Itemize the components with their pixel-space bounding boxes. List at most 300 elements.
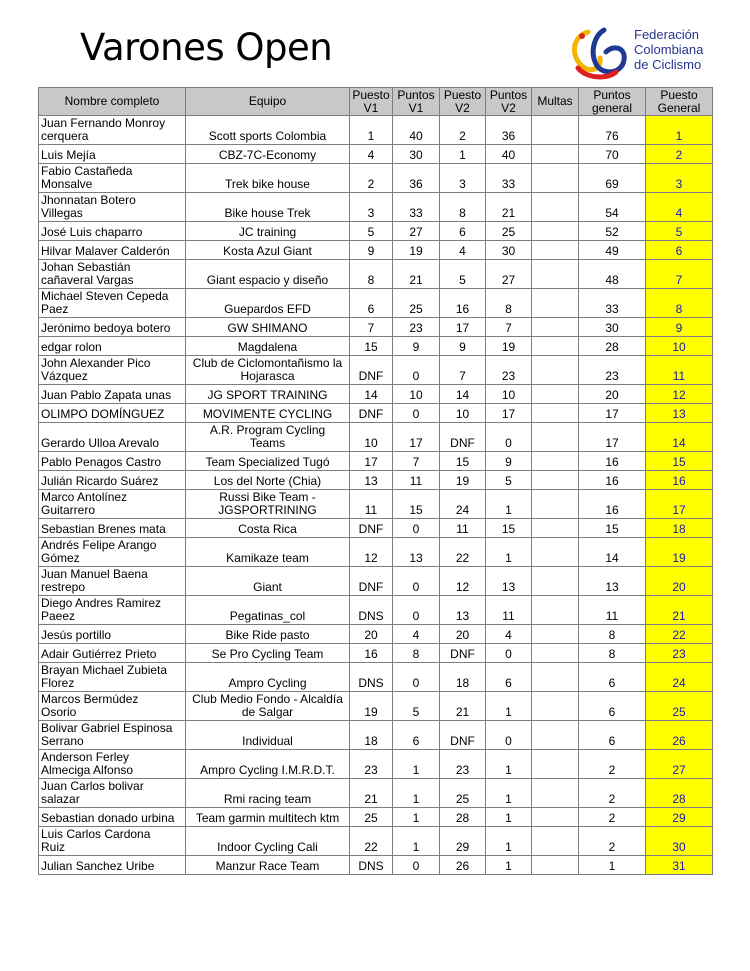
cell-puesto-v1: 8 [350, 260, 393, 289]
cell-multas [532, 856, 579, 875]
cell-equipo: Manzur Race Team [186, 856, 350, 875]
table-row [39, 625, 713, 644]
cell-multas [532, 337, 579, 356]
cell-puesto-general: 17 [646, 490, 713, 519]
cell-nombre: OLIMPO DOMÍNGUEZ [39, 404, 186, 423]
cell-puntos-general: 17 [579, 423, 646, 452]
cell-puesto-general: 14 [646, 423, 713, 452]
cell-puntos-general: 8 [579, 644, 646, 663]
table-row [39, 145, 713, 164]
cell-puesto-v2: 18 [440, 663, 486, 692]
cell-puntos-v2: 8 [486, 289, 532, 318]
cell-puntos-v1: 0 [393, 519, 440, 538]
cell-puntos-v1: 40 [393, 116, 440, 145]
table-row [39, 404, 713, 423]
table-row [39, 452, 713, 471]
table-row [39, 779, 713, 808]
cell-equipo: Scott sports Colombia [186, 116, 350, 145]
cell-puntos-general: 33 [579, 289, 646, 318]
cell-puesto-v1: 18 [350, 721, 393, 750]
table-row [39, 750, 713, 779]
cell-puntos-general: 1 [579, 856, 646, 875]
federation-logo [566, 22, 726, 82]
cell-puesto-v2: 24 [440, 490, 486, 519]
results-body [39, 116, 713, 875]
page-title: Varones Open [80, 26, 333, 69]
cell-puntos-general: 14 [579, 538, 646, 567]
cell-puntos-v1: 27 [393, 222, 440, 241]
cell-puntos-general: 17 [579, 404, 646, 423]
cell-puntos-v2: 6 [486, 663, 532, 692]
cell-multas [532, 827, 579, 856]
cell-puesto-general: 9 [646, 318, 713, 337]
header-row [39, 88, 713, 116]
cell-puesto-general: 23 [646, 644, 713, 663]
cell-puesto-v2: 6 [440, 222, 486, 241]
cell-puntos-v1: 4 [393, 625, 440, 644]
cell-puesto-general: 12 [646, 385, 713, 404]
cell-nombre: Jhonnatan Botero Villegas [39, 193, 186, 222]
cell-nombre: Jerónimo bedoya botero [39, 318, 186, 337]
cell-puesto-v1: DNS [350, 596, 393, 625]
cell-puesto-general: 21 [646, 596, 713, 625]
cell-nombre: Julian Sanchez Uribe [39, 856, 186, 875]
cell-multas [532, 625, 579, 644]
cell-puntos-general: 16 [579, 452, 646, 471]
results-table [38, 87, 713, 875]
cell-equipo: Team garmin multitech ktm [186, 808, 350, 827]
header-puesto-general: Puesto General [646, 88, 713, 116]
cell-equipo: Los del Norte (Chia) [186, 471, 350, 490]
cell-puesto-v2: DNF [440, 721, 486, 750]
table-row [39, 596, 713, 625]
cell-multas [532, 471, 579, 490]
cell-puntos-general: 48 [579, 260, 646, 289]
cell-puntos-general: 28 [579, 337, 646, 356]
cell-nombre: Marco Antolínez Guitarrero [39, 490, 186, 519]
header-puntos-v1: Puntos V1 [393, 88, 440, 116]
cell-equipo: Russi Bike Team - JGSPORTRINING [186, 490, 350, 519]
cell-equipo: Bike house Trek [186, 193, 350, 222]
cell-puesto-v1: 11 [350, 490, 393, 519]
header-puntos-general: Puntos general [579, 88, 646, 116]
cell-nombre: John Alexander Pico Vázquez [39, 356, 186, 385]
logo-line-3: de Ciclismo [634, 57, 702, 72]
cell-multas [532, 385, 579, 404]
cell-puesto-v2: 13 [440, 596, 486, 625]
cell-puntos-v1: 0 [393, 856, 440, 875]
cell-puesto-v1: 19 [350, 692, 393, 721]
cell-puesto-v2: 29 [440, 827, 486, 856]
cell-puntos-general: 8 [579, 625, 646, 644]
cell-puesto-v1: 23 [350, 750, 393, 779]
cell-puesto-v2: 3 [440, 164, 486, 193]
cell-puntos-v1: 0 [393, 356, 440, 385]
cell-puesto-v1: 16 [350, 644, 393, 663]
cell-puntos-v2: 7 [486, 318, 532, 337]
cell-puesto-general: 1 [646, 116, 713, 145]
cell-puntos-general: 23 [579, 356, 646, 385]
cell-puntos-v1: 11 [393, 471, 440, 490]
cell-puntos-v1: 1 [393, 750, 440, 779]
cell-multas [532, 808, 579, 827]
cell-equipo: Costa Rica [186, 519, 350, 538]
cell-equipo: Trek bike house [186, 164, 350, 193]
cell-puesto-v2: 8 [440, 193, 486, 222]
cell-puntos-v1: 25 [393, 289, 440, 318]
cell-nombre: José Luis chaparro [39, 222, 186, 241]
cell-puesto-v1: 4 [350, 145, 393, 164]
cell-puntos-v2: 15 [486, 519, 532, 538]
cell-equipo: Team Specialized Tugó [186, 452, 350, 471]
cell-equipo: Club Medio Fondo - Alcaldía de Salgar [186, 692, 350, 721]
cell-multas [532, 779, 579, 808]
cell-puesto-v1: 15 [350, 337, 393, 356]
cell-puntos-v2: 25 [486, 222, 532, 241]
cell-nombre: Sebastian Brenes mata [39, 519, 186, 538]
table-row [39, 356, 713, 385]
cell-puesto-v1: 14 [350, 385, 393, 404]
cell-multas [532, 423, 579, 452]
cell-puntos-v1: 23 [393, 318, 440, 337]
cell-puntos-v2: 17 [486, 404, 532, 423]
cell-puesto-v1: DNS [350, 663, 393, 692]
cell-puntos-v1: 1 [393, 808, 440, 827]
cell-puesto-general: 25 [646, 692, 713, 721]
table-row [39, 471, 713, 490]
cell-puesto-v2: 23 [440, 750, 486, 779]
cell-puesto-v1: DNF [350, 404, 393, 423]
cell-equipo: Bike Ride pasto [186, 625, 350, 644]
table-row [39, 692, 713, 721]
cell-puntos-v2: 1 [486, 856, 532, 875]
cell-puesto-v2: 11 [440, 519, 486, 538]
cell-puesto-v2: 10 [440, 404, 486, 423]
cell-puntos-general: 2 [579, 779, 646, 808]
cell-puntos-v1: 19 [393, 241, 440, 260]
cell-puntos-v1: 30 [393, 145, 440, 164]
cell-nombre: Johan Sebastián cañaveral Vargas [39, 260, 186, 289]
cell-equipo: Rmi racing team [186, 779, 350, 808]
cell-puesto-v2: 22 [440, 538, 486, 567]
cell-multas [532, 193, 579, 222]
cell-puntos-v1: 15 [393, 490, 440, 519]
cell-puntos-v1: 36 [393, 164, 440, 193]
cell-puntos-v2: 19 [486, 337, 532, 356]
cell-puntos-v1: 0 [393, 596, 440, 625]
cell-puesto-v2: 25 [440, 779, 486, 808]
cell-puesto-general: 30 [646, 827, 713, 856]
cell-nombre: Luis Carlos Cardona Ruiz [39, 827, 186, 856]
cell-nombre: Anderson Ferley Almeciga Alfonso [39, 750, 186, 779]
cell-puntos-v1: 5 [393, 692, 440, 721]
cell-puesto-v1: DNS [350, 856, 393, 875]
federation-name [634, 27, 703, 72]
cell-equipo: Magdalena [186, 337, 350, 356]
header-puesto-v1: Puesto V1 [350, 88, 393, 116]
cell-equipo: Individual [186, 721, 350, 750]
table-row [39, 241, 713, 260]
cell-puntos-v2: 21 [486, 193, 532, 222]
table-row [39, 193, 713, 222]
cell-puesto-general: 19 [646, 538, 713, 567]
cell-equipo: Giant [186, 567, 350, 596]
table-row [39, 260, 713, 289]
cell-equipo: GW SHIMANO [186, 318, 350, 337]
cell-multas [532, 644, 579, 663]
cell-puesto-general: 24 [646, 663, 713, 692]
cell-equipo: Guepardos EFD [186, 289, 350, 318]
cell-puesto-v1: DNF [350, 567, 393, 596]
cell-puntos-v1: 7 [393, 452, 440, 471]
cell-nombre: Bolivar Gabriel Espinosa Serrano [39, 721, 186, 750]
cell-puesto-v2: 16 [440, 289, 486, 318]
cell-multas [532, 222, 579, 241]
cell-puntos-v1: 8 [393, 644, 440, 663]
cell-puesto-general: 27 [646, 750, 713, 779]
cell-puntos-v1: 21 [393, 260, 440, 289]
cell-puesto-general: 22 [646, 625, 713, 644]
cell-multas [532, 404, 579, 423]
cell-nombre: Luis Mejía [39, 145, 186, 164]
cell-equipo: Ampro Cycling [186, 663, 350, 692]
cell-multas [532, 750, 579, 779]
cell-nombre: Juan Carlos bolivar salazar [39, 779, 186, 808]
cell-multas [532, 260, 579, 289]
cell-puesto-v1: 12 [350, 538, 393, 567]
cell-puesto-v2: 12 [440, 567, 486, 596]
table-row [39, 289, 713, 318]
cell-multas [532, 567, 579, 596]
cell-puesto-v1: 13 [350, 471, 393, 490]
cell-puntos-general: 15 [579, 519, 646, 538]
cell-puesto-general: 10 [646, 337, 713, 356]
cell-equipo: MOVIMENTE CYCLING [186, 404, 350, 423]
cell-puesto-general: 15 [646, 452, 713, 471]
cell-puesto-v2: 15 [440, 452, 486, 471]
cell-puesto-general: 20 [646, 567, 713, 596]
cell-puesto-v2: 2 [440, 116, 486, 145]
cell-puntos-general: 20 [579, 385, 646, 404]
cell-puesto-general: 6 [646, 241, 713, 260]
cell-puntos-general: 70 [579, 145, 646, 164]
table-row [39, 538, 713, 567]
cell-puntos-v2: 0 [486, 644, 532, 663]
cell-puesto-general: 4 [646, 193, 713, 222]
cell-puesto-v1: 17 [350, 452, 393, 471]
cell-puesto-v1: 7 [350, 318, 393, 337]
table-row [39, 519, 713, 538]
logo-line-1: Federación [634, 27, 700, 42]
cell-puesto-general: 7 [646, 260, 713, 289]
cell-puesto-v1: 5 [350, 222, 393, 241]
cell-puesto-v2: DNF [440, 423, 486, 452]
cell-puntos-v2: 9 [486, 452, 532, 471]
cell-puntos-v1: 17 [393, 423, 440, 452]
cell-nombre: Hilvar Malaver Calderón [39, 241, 186, 260]
cell-puntos-general: 54 [579, 193, 646, 222]
cell-equipo: JC training [186, 222, 350, 241]
cell-puntos-v1: 10 [393, 385, 440, 404]
cell-puntos-general: 49 [579, 241, 646, 260]
cell-puesto-general: 3 [646, 164, 713, 193]
cell-puntos-v2: 1 [486, 490, 532, 519]
cell-equipo: Indoor Cycling Cali [186, 827, 350, 856]
cell-puntos-general: 6 [579, 663, 646, 692]
cell-nombre: Julián Ricardo Suárez [39, 471, 186, 490]
cell-equipo: JG SPORT TRAINING [186, 385, 350, 404]
cell-puesto-general: 16 [646, 471, 713, 490]
cell-puesto-v1: 2 [350, 164, 393, 193]
cell-puesto-v1: 1 [350, 116, 393, 145]
cell-puesto-v1: 6 [350, 289, 393, 318]
cell-puntos-v2: 27 [486, 260, 532, 289]
cell-puesto-v1: 21 [350, 779, 393, 808]
header-nombre: Nombre completo [39, 88, 186, 116]
cell-multas [532, 318, 579, 337]
cell-puntos-general: 30 [579, 318, 646, 337]
header-puntos-v2: Puntos V2 [486, 88, 532, 116]
table-row [39, 827, 713, 856]
cell-multas [532, 721, 579, 750]
cell-puntos-general: 6 [579, 692, 646, 721]
cell-puesto-v2: DNF [440, 644, 486, 663]
cell-puntos-v2: 0 [486, 423, 532, 452]
cell-puntos-general: 13 [579, 567, 646, 596]
cell-puesto-v1: 3 [350, 193, 393, 222]
cell-puntos-v2: 1 [486, 538, 532, 567]
cell-puntos-v1: 0 [393, 404, 440, 423]
table-row [39, 385, 713, 404]
cell-multas [532, 289, 579, 318]
cell-puesto-v2: 14 [440, 385, 486, 404]
cell-equipo: Ampro Cycling I.M.R.D.T. [186, 750, 350, 779]
cell-puntos-v2: 4 [486, 625, 532, 644]
cell-nombre: Marcos Bermúdez Osorio [39, 692, 186, 721]
table-row [39, 721, 713, 750]
cell-nombre: Brayan Michael Zubieta Florez [39, 663, 186, 692]
cell-multas [532, 692, 579, 721]
cell-equipo: CBZ-7C-Economy [186, 145, 350, 164]
cell-nombre: Sebastian donado urbina [39, 808, 186, 827]
cell-puntos-v2: 1 [486, 750, 532, 779]
cell-puntos-general: 2 [579, 808, 646, 827]
cell-multas [532, 164, 579, 193]
cell-puntos-v2: 11 [486, 596, 532, 625]
cell-puntos-v1: 33 [393, 193, 440, 222]
cell-puesto-v2: 20 [440, 625, 486, 644]
cell-nombre: edgar rolon [39, 337, 186, 356]
cell-multas [532, 116, 579, 145]
cell-equipo: Club de Ciclomontañismo la Hojarasca [186, 356, 350, 385]
table-row [39, 318, 713, 337]
cell-puesto-general: 26 [646, 721, 713, 750]
cell-multas [532, 596, 579, 625]
table-row [39, 423, 713, 452]
cell-nombre: Pablo Penagos Castro [39, 452, 186, 471]
cell-nombre: Fabio Castañeda Monsalve [39, 164, 186, 193]
cell-puntos-v2: 0 [486, 721, 532, 750]
cell-multas [532, 519, 579, 538]
cell-puesto-general: 11 [646, 356, 713, 385]
cell-equipo: Kamikaze team [186, 538, 350, 567]
cell-puntos-v2: 23 [486, 356, 532, 385]
cell-nombre: Gerardo Ulloa Arevalo [39, 423, 186, 452]
logo-line-2: Colombiana [634, 42, 704, 57]
header-equipo: Equipo [186, 88, 350, 116]
cell-puesto-general: 8 [646, 289, 713, 318]
cell-nombre: Juan Fernando Monroy cerquera [39, 116, 186, 145]
cell-puesto-v2: 19 [440, 471, 486, 490]
cycling-swirl-icon [566, 22, 632, 82]
cell-nombre: Juan Manuel Baena restrepo [39, 567, 186, 596]
cell-equipo: A.R. Program Cycling Teams [186, 423, 350, 452]
cell-puntos-general: 11 [579, 596, 646, 625]
cell-puesto-v1: 20 [350, 625, 393, 644]
cell-equipo: Kosta Azul Giant [186, 241, 350, 260]
cell-puntos-v1: 0 [393, 663, 440, 692]
cell-puesto-v2: 7 [440, 356, 486, 385]
cell-multas [532, 663, 579, 692]
cell-puntos-v2: 1 [486, 808, 532, 827]
cell-nombre: Andrés Felipe Arango Gómez [39, 538, 186, 567]
cell-puesto-v1: 25 [350, 808, 393, 827]
cell-puntos-v1: 6 [393, 721, 440, 750]
cell-puntos-general: 16 [579, 471, 646, 490]
cell-nombre: Adair Gutiérrez Prieto [39, 644, 186, 663]
cell-multas [532, 241, 579, 260]
cell-puesto-v2: 9 [440, 337, 486, 356]
cell-puesto-general: 5 [646, 222, 713, 241]
cell-puntos-v1: 1 [393, 779, 440, 808]
table-row [39, 222, 713, 241]
cell-equipo: Se Pro Cycling Team [186, 644, 350, 663]
cell-puesto-v2: 26 [440, 856, 486, 875]
table-row [39, 567, 713, 596]
cell-puntos-general: 6 [579, 721, 646, 750]
cell-multas [532, 145, 579, 164]
cell-puesto-v1: DNF [350, 519, 393, 538]
cell-puesto-general: 18 [646, 519, 713, 538]
cell-puesto-general: 13 [646, 404, 713, 423]
cell-puntos-v2: 30 [486, 241, 532, 260]
cell-multas [532, 490, 579, 519]
cell-equipo: Pegatinas_col [186, 596, 350, 625]
cell-puesto-v1: 9 [350, 241, 393, 260]
table-row [39, 644, 713, 663]
cell-multas [532, 538, 579, 567]
table-row [39, 856, 713, 875]
cell-puesto-v2: 17 [440, 318, 486, 337]
cell-puesto-v2: 5 [440, 260, 486, 289]
cell-puntos-v2: 5 [486, 471, 532, 490]
table-row [39, 337, 713, 356]
cell-puntos-v1: 1 [393, 827, 440, 856]
cell-puesto-general: 29 [646, 808, 713, 827]
cell-puntos-v2: 1 [486, 692, 532, 721]
cell-puesto-general: 2 [646, 145, 713, 164]
cell-multas [532, 452, 579, 471]
cell-puesto-general: 28 [646, 779, 713, 808]
cell-puesto-v1: 22 [350, 827, 393, 856]
cell-puntos-v2: 10 [486, 385, 532, 404]
cell-puesto-general: 31 [646, 856, 713, 875]
header-puesto-v2: Puesto V2 [440, 88, 486, 116]
cell-puntos-v2: 1 [486, 779, 532, 808]
cell-puntos-general: 2 [579, 750, 646, 779]
cell-puntos-v2: 1 [486, 827, 532, 856]
table-row [39, 116, 713, 145]
